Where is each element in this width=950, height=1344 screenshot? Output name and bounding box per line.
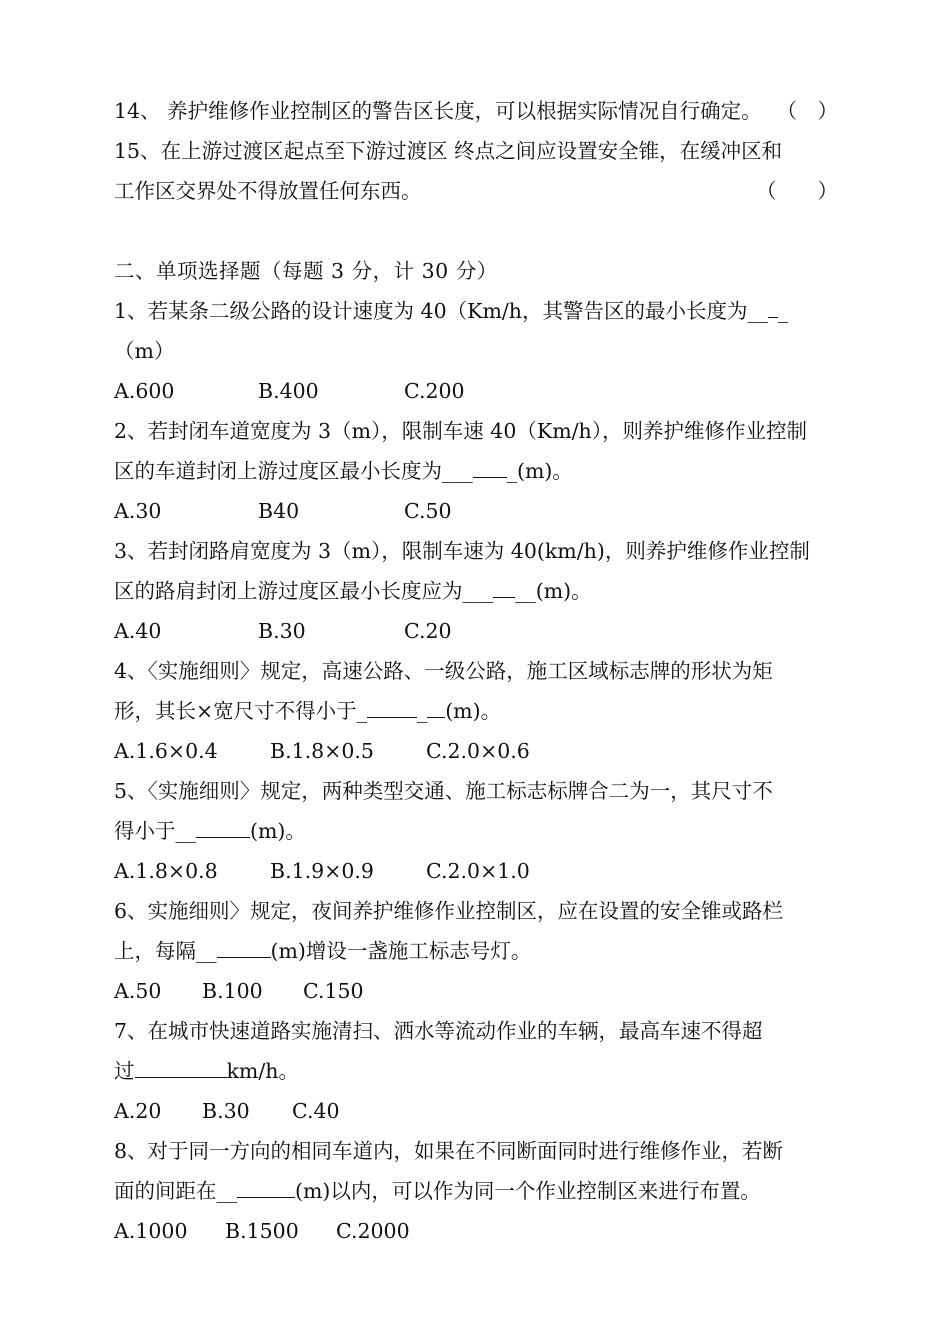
option-b: B.1.8×0.5 xyxy=(270,739,374,763)
question-8-line2 xyxy=(114,1177,838,1205)
tf-question-14 xyxy=(114,97,838,125)
question-6-line2 xyxy=(114,937,838,965)
blank-prefix: ___ xyxy=(462,579,494,603)
question-6-text: 上，每隔 xyxy=(114,939,196,963)
option-c: C.2000 xyxy=(336,1219,410,1243)
question-7-line2 xyxy=(114,1057,838,1085)
unit-text: km/h。 xyxy=(226,1059,299,1083)
question-1-text: 1、若某条二级公路的设计速度为 40（Km/h，其警告区的最小长度为 xyxy=(114,299,748,323)
blank-prefix: __ xyxy=(747,299,769,323)
option-b: B40 xyxy=(258,499,300,523)
answer-blank xyxy=(493,580,515,598)
unit-text: (m)。 xyxy=(250,819,306,843)
option-c: C.150 xyxy=(303,979,364,1003)
question-3-line1: 3、若封闭路肩宽度为 3（m），限制车速为 40(km/h)，则养护维修作业控制 xyxy=(114,539,810,563)
unit-text: (m)。 xyxy=(517,459,573,483)
question-7-line1: 7、在城市快速道路实施清扫、洒水等流动作业的车辆，最高车速不得超 xyxy=(114,1019,763,1043)
answer-blank xyxy=(217,940,271,958)
question-4-options xyxy=(114,737,838,765)
question-2-line2 xyxy=(114,457,838,485)
question-4-line1: 4、〈实施细则〉规定，高速公路、一级公路，施工区域标志牌的形状为矩 xyxy=(114,659,773,683)
question-6-line1: 6、实施细则〉规定，夜间养护维修作业控制区，应在设置的安全锥或路栏 xyxy=(114,899,784,923)
answer-blank xyxy=(768,300,778,318)
section-title: 二、单项选择题（每题 3 分，计 30 分） xyxy=(114,259,498,283)
tf-question-15-line1: 15、在上游过渡区起点至下游过渡区 终点之间应设置安全锥，在缓冲区和 xyxy=(114,139,783,163)
question-2-text: 区的车道封闭上游过度区最小长度为 xyxy=(114,459,442,483)
question-1-options xyxy=(114,377,838,405)
blank-prefix: __ xyxy=(196,939,217,963)
question-4-line2 xyxy=(114,697,838,725)
unit-text: (m)以内，可以作为同一个作业控制区来进行布置。 xyxy=(295,1179,761,1203)
tf-question-14-text: 14、 养护维修作业控制区的警告区长度，可以根据实际情况自行确定。 xyxy=(114,99,762,123)
question-7-options xyxy=(114,1097,838,1125)
option-a: A.50 xyxy=(114,979,162,1003)
question-1-line1 xyxy=(114,297,838,325)
option-a: A.600 xyxy=(114,379,175,403)
question-2-options xyxy=(114,497,838,525)
question-3-line2 xyxy=(114,577,838,605)
question-8-line1: 8、对于同一方向的相同车道内，如果在不同断面同时进行维修作业，若断 xyxy=(114,1139,784,1163)
option-b: B.30 xyxy=(202,1099,250,1123)
blank-suffix: _ xyxy=(506,459,517,483)
option-c: C.50 xyxy=(404,499,452,523)
option-c: C.20 xyxy=(404,619,452,643)
answer-blank xyxy=(367,700,417,718)
option-b: B.1.9×0.9 xyxy=(270,859,374,883)
option-b: B.30 xyxy=(258,619,306,643)
blank-suffix: __ xyxy=(515,579,536,603)
question-7-text: 过 xyxy=(114,1059,135,1083)
option-c: C.2.0×1.0 xyxy=(426,859,530,883)
question-5-line2 xyxy=(114,817,838,845)
question-1-line2: （m） xyxy=(114,339,175,363)
blank-prefix: _ xyxy=(356,699,367,723)
option-b: B.1500 xyxy=(225,1219,299,1243)
question-3-options xyxy=(114,617,838,645)
option-c: C.200 xyxy=(404,379,465,403)
question-5-line1: 5、〈实施细则〉规定，两种类型交通、施工标志标牌合二为一，其尺寸不 xyxy=(114,779,773,803)
question-4-text: 形，其长×宽尺寸不得小于 xyxy=(114,699,357,723)
answer-paren: （ ） xyxy=(776,99,838,123)
option-a: A.1.8×0.8 xyxy=(114,859,218,883)
option-a: A.40 xyxy=(114,619,162,643)
answer-blank xyxy=(237,1180,295,1198)
blank-prefix: __ xyxy=(216,1179,237,1203)
blank-suffix: _ xyxy=(778,299,789,323)
question-5-text: 得小于 xyxy=(114,819,176,843)
answer-blank xyxy=(473,460,507,478)
answer-paren: （ ） xyxy=(756,179,838,203)
answer-blank xyxy=(196,820,250,838)
unit-text: (m)。 xyxy=(445,699,502,723)
tf-question-15-text: 工作区交界处不得放置任何东西。 xyxy=(114,179,422,203)
unit-text: (m)增设一盏施工标志号灯。 xyxy=(270,939,532,963)
blank-prefix: ___ xyxy=(442,459,473,483)
question-6-options xyxy=(114,977,838,1005)
question-5-options xyxy=(114,857,838,885)
blank-prefix: __ xyxy=(175,819,196,843)
option-a: A.20 xyxy=(114,1099,162,1123)
question-8-text: 面的间距在 xyxy=(114,1179,217,1203)
option-c: C.40 xyxy=(292,1099,340,1123)
question-8-options xyxy=(114,1217,838,1245)
blank-suffix: _ xyxy=(416,699,428,723)
unit-text: (m)。 xyxy=(535,579,592,603)
option-a: A.1.6×0.4 xyxy=(114,739,218,763)
tf-question-15-line2 xyxy=(114,177,838,205)
option-b: B.100 xyxy=(202,979,263,1003)
option-c: C.2.0×0.6 xyxy=(426,739,530,763)
option-b: B.400 xyxy=(258,379,319,403)
option-a: A.1000 xyxy=(114,1219,188,1243)
option-a: A.30 xyxy=(114,499,162,523)
question-2-line1: 2、若封闭车道宽度为 3（m），限制车速 40（Km/h），则养护维修作业控制 xyxy=(114,419,808,443)
answer-blank xyxy=(427,700,445,718)
answer-blank xyxy=(135,1060,227,1078)
question-3-text: 区的路肩封闭上游过度区最小长度应为 xyxy=(114,579,463,603)
